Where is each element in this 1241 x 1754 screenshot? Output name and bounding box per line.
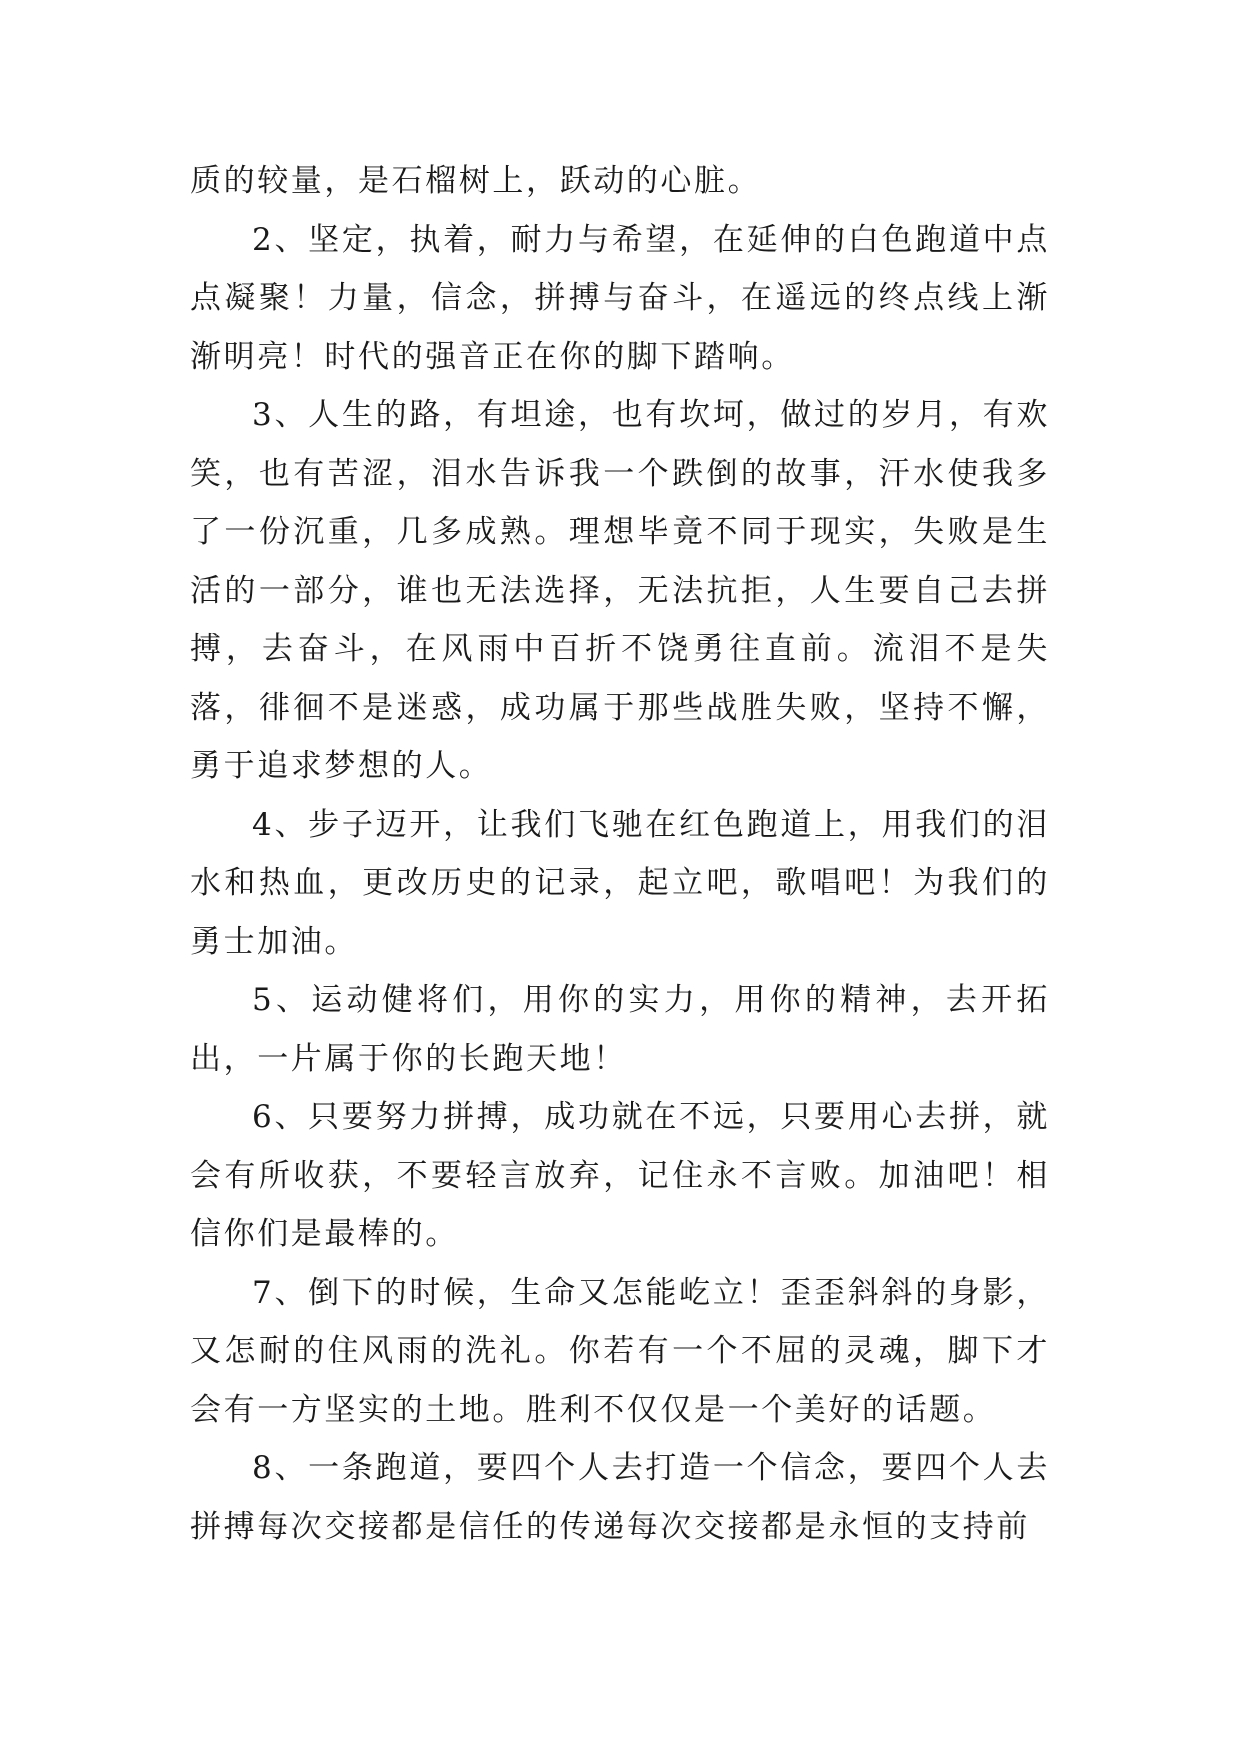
paragraph-3: 3、人生的路，有坦途，也有坎坷，做过的岁月，有欢笑，也有苦涩，泪水告诉我一个跌倒的故事，汗水使我多了一份沉重，几多成熟。理想毕竟不同于现实，失败是生活的一部分，谁也无法选择，无法抗拒，人生要自己去拼搏，去奋斗，在风雨中百折不饶勇往直前。流泪不是失落，徘徊不是迷惑，成功属于那些战胜失败，坚持不懈，勇于追求梦想的人。 (190, 397, 1050, 784)
paragraph-1: 质的较量，是石榴树上，跃动的心脏。 (190, 163, 762, 199)
paragraph-5: 5、运动健将们，用你的实力，用你的精神，去开拓出，一片属于你的长跑天地！ (190, 982, 1050, 1077)
paragraph-8: 8、一条跑道，要四个人去打造一个信念，要四个人去拼搏每次交接都是信任的传递每次交接都是永恒的支持前 (190, 1450, 1050, 1545)
document-body (190, 152, 1050, 1556)
paragraph-2: 2、坚定，执着，耐力与希望，在延伸的白色跑道中点点凝聚！力量，信念，拼搏与奋斗，在遥远的终点线上渐渐明亮！时代的强音正在你的脚下踏响。 (190, 221, 1050, 375)
paragraph-6: 6、只要努力拼搏，成功就在不远，只要用心去拼，就会有所收获，不要轻言放弃，记住永不言败。加油吧！相信你们是最棒的。 (190, 1099, 1050, 1252)
paragraph-7: 7、倒下的时候，生命又怎能屹立！歪歪斜斜的身影，又怎耐的住风雨的洗礼。你若有一个不屈的灵魂，脚下才会有一方坚实的土地。胜利不仅仅是一个美好的话题。 (190, 1274, 1050, 1428)
paragraph-4: 4、步子迈开，让我们飞驰在红色跑道上，用我们的泪水和热血，更改历史的记录，起立吧，歌唱吧！为我们的勇士加油。 (190, 806, 1050, 960)
